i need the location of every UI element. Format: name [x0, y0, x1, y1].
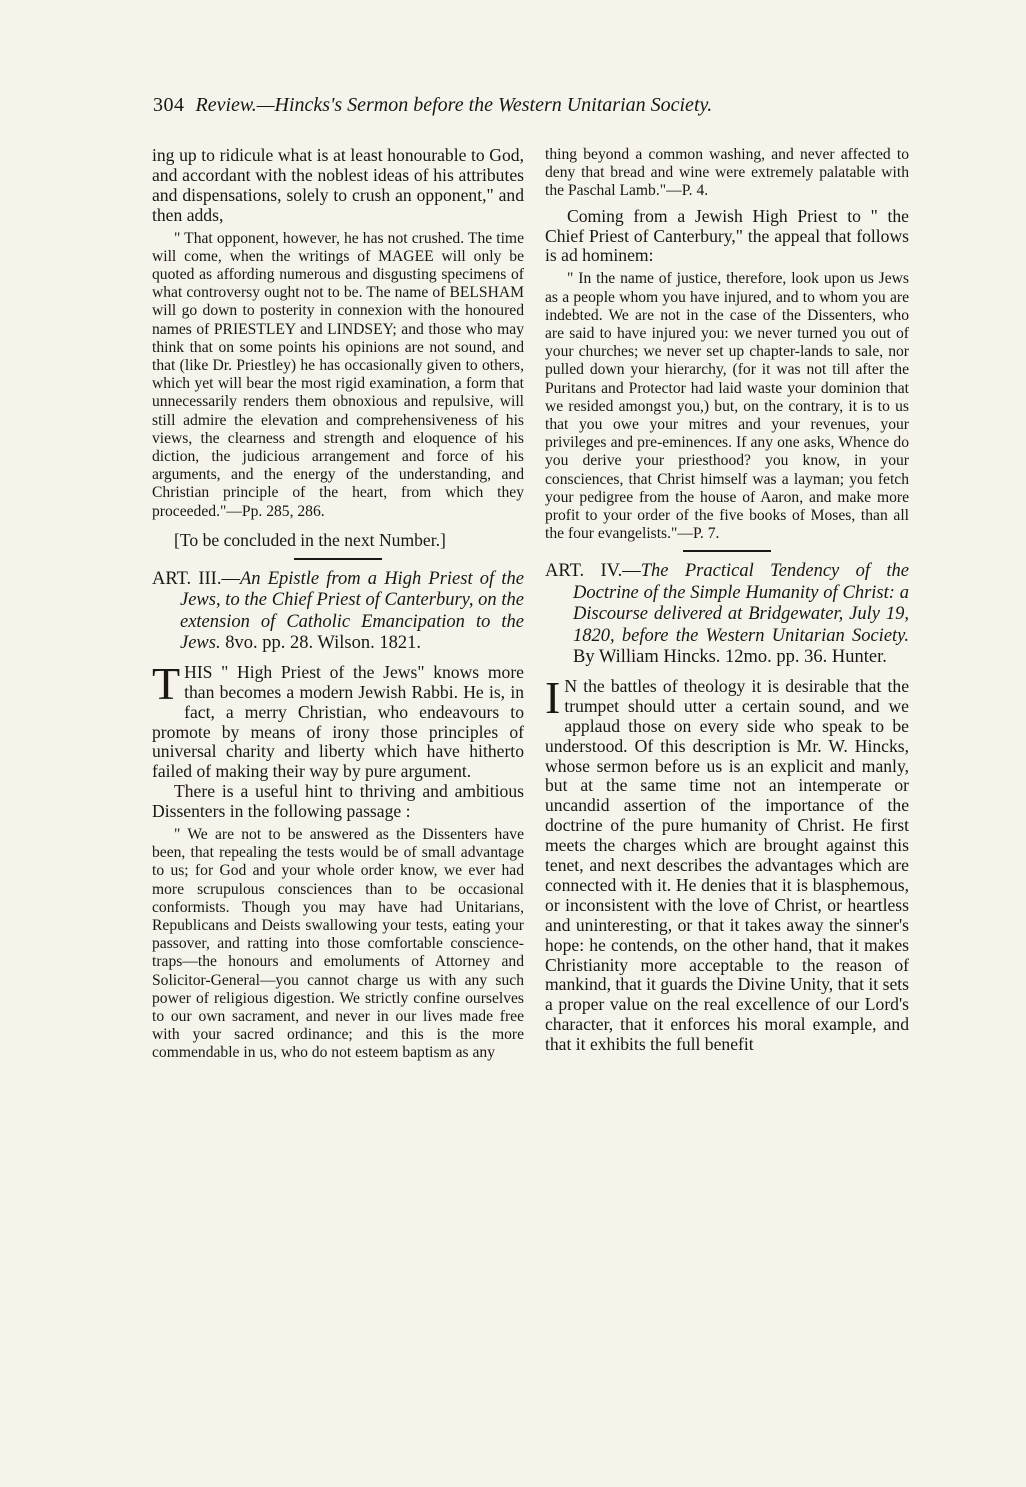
drop-cap: I [545, 671, 561, 723]
article-paragraph [545, 671, 909, 1055]
article-paragraph [152, 657, 524, 782]
block-quote: " That opponent, however, he has not crushed. The time will come, when the writings of MAGEE will only be quoted as affording numerous and disgusting specimens of what controversy ought not to be. The name of BELSHAM will go down to posterity in connexion with the honoured names of PRIESTLEY and LINDSEY; and those who may think that on some points his opinions are not sound, and that (like Dr. Priestley) he has occasionally given to others, which yet will bear the most rigid examination, a form that unnecessarily renders them obnoxious and repulsive, will still admire the elevation and comprehensiveness of his views, the clearness and strength and eloquence of his diction, the judicious arrangement and force of his arguments, and the energy of the understanding, and Christian principle of the heart, from which they proceeded."—Pp. 285, 286. [152, 229, 524, 520]
paragraph: There is a useful hint to thriving and ambitious Dissenters in the following passage : [152, 781, 524, 822]
paragraph: ing up to ridicule what is at least honourable to God, and accordant with the noblest ideas of his attributes and dispensations, solely to crush an opponent," and then adds, [152, 145, 524, 225]
article-text: HIS " High Priest of the Jews" knows more than becomes a modern Jewish Rabbi. He is, in fact, a merry Christian, who endeavours to promote by means of irony those principles of universal charity and liberty which have hitherto failed of making their way by pure argument. [152, 661, 524, 782]
paragraph: Coming from a Jewish High Priest to " the Chief Priest of Canterbury," the appeal that follows is ad hominem: [545, 205, 909, 266]
section-divider [294, 557, 382, 561]
block-quote-continued: thing beyond a common washing, and never affected to deny that bread and wine were extremely palatable with the Paschal Lamb."—P. 4. [545, 146, 909, 200]
article-text: N the battles of theology it is desirable that the trumpet should utter a certain sound, and we applaud those on every side who speak to be understood. Of this description is Mr. W. Hincks, whose sermon before us is an explicit and manly, but at the same time not an intemperate or uncandid assertion of the importance of the doctrine of the pure humanity of Christ. He first meets the charges which are brought against this tenet, and next describes the advantages which are connected with it. He denies that it is blasphemous, or inconsistent with the love of Christ, or heartless and uninteresting, or that it takes away the sinner's hope: he contends, on the other hand, that it makes Christianity more acceptable to the reason of mankind, that it guards the Divine Unity, that it sets a proper value on the real excellence of our Lord's character, that it enforces his moral example, and that it exhibits the full benefit [545, 675, 909, 1055]
block-quote: " We are not to be answered as the Dissenters have been, that repealing the tests would be of small advantage to us; for God and your whole order know, we ever had more scrupulous consciences than to be occasional conformists. Though you may have had Unitarians, Republicans and Deists swallowing your tests, eating your passover, and ratting into those comfortable conscience-traps—the honours and emoluments of Attorney and Solicitor-General—you cannot charge us with any such power of religious digestion. We strictly confine ourselves to our own sacrament, and never in our lives made free with your sacred ordinance; and this is the more commendable in us, who do not esteem baptism as any [152, 826, 524, 1062]
article-label: ART. IV.— [545, 561, 641, 582]
article-publication: 8vo. pp. 28. Wilson. 1821. [220, 633, 421, 654]
running-header [153, 94, 893, 117]
article-publication: By William Hincks. 12mo. pp. 36. Hunter. [573, 647, 887, 668]
block-quote: " In the name of justice, therefore, look upon us Jews as a people whom you have injured, and to whom you are indebted. We are not in the case of the Dissenters, who are said to have injured you: we never turned you out of your churches; we never set up chapter-lands to sale, nor pulled down your hierarchy, (for it was not till after the Puritans and Protector had laid waste your dominion that we resided amongst you,) but, on the contrary, it is to us that you owe your mitres and your revenues, your privileges and pre-eminences. If any one asks, Whence do you derive your priesthood? you know, in your consciences, that Christ himself was a layman; you fetch your pedigree from the house of Aaron, and make more profit to your order of the five books of Moses, than all the four evangelists."—P. 7. [545, 270, 909, 543]
left-column [152, 146, 524, 1063]
running-title: Review.—Hincks's Sermon before the Western Unitarian Society. [195, 94, 713, 116]
page-number: 304 [153, 94, 185, 116]
article-heading [545, 561, 909, 669]
article-label: ART. III.— [152, 568, 240, 589]
right-column [545, 146, 909, 1055]
drop-cap: T [152, 657, 181, 709]
article-title: An Epistle from a High Priest of the Jews, to the Chief Priest of Canterbury, on the extension of Catholic Emancipation to the Jews. [180, 568, 524, 654]
section-divider [683, 549, 771, 553]
article-heading [152, 569, 524, 655]
continuation-note: [To be concluded in the next Number.] [174, 529, 446, 550]
article-title: The Practical Tendency of the Doctrine of the Simple Humanity of Christ: a Discourse delivered at Bridgewater, July 19, 1820, before the Western Unitarian Society. [573, 561, 909, 646]
